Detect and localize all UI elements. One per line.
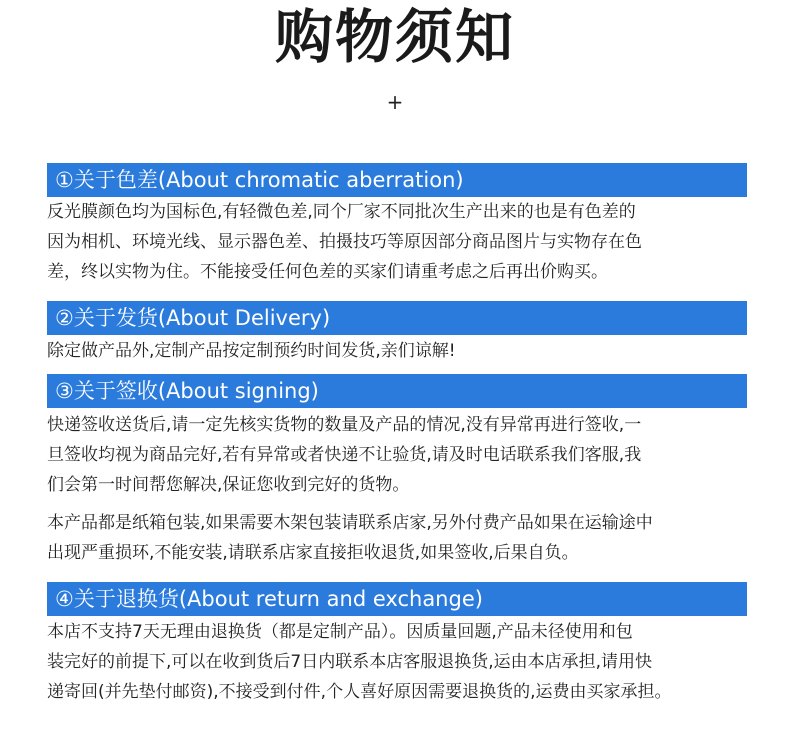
paragraph-line: 们会第一时间帮您解决,保证您收到完好的货物。 (47, 475, 410, 495)
section-heading-signing (47, 374, 747, 408)
section-heading-text: ②关于发货(About Delivery) (55, 306, 331, 330)
paragraph-line: 因为相机、环境光线、显示器色差、拍摄技巧等原因部分商品图片与实物存在色 (47, 232, 642, 252)
section-heading-text: ①关于色差(About chromatic aberration) (55, 168, 464, 192)
section-paragraph (47, 336, 747, 366)
paragraph-line: 装完好的前提下,可以在收到货后7日内联系本店客服退换货,运由本店承担,请用快 (47, 652, 653, 672)
section-paragraph (47, 410, 747, 500)
section-paragraph (47, 617, 747, 707)
section-heading-delivery (47, 301, 747, 335)
paragraph-line: 快递签收送货后,请一定先核实货物的数量及产品的情况,没有异常再进行签收,一 (47, 415, 642, 435)
paragraph-line: 旦签收均视为商品完好,若有异常或者快递不让验货,请及时电话联系我们客服,我 (47, 445, 642, 465)
section-heading-text: ④关于退换货(About return and exchange) (55, 587, 483, 611)
paragraph-line: 除定做产品外,定制产品按定制预约时间发货,亲们谅解! (47, 341, 456, 361)
section-paragraph (47, 197, 747, 287)
paragraph-line: 本店不支持7天无理由退换货（都是定制产品）。因质量回题,产品未径使用和包 (47, 622, 633, 642)
paragraph-line: 递寄回(并先垫付邮资),不接受到付件,个人喜好原因需要退换货的,运费由买家承担。 (47, 682, 672, 702)
paragraph-line: 出现严重损环,不能安装,请联系店家直接拒收退货,如果签收,后果自负。 (47, 543, 579, 563)
section-heading-return-exchange (47, 582, 747, 616)
paragraph-line: 差，终以实物为住。不能接受任何色差的买家们请重考虑之后再出价购买。 (47, 262, 608, 282)
plus-icon: + (386, 90, 404, 114)
section-paragraph (47, 508, 747, 568)
page-title: 购物须知 (274, 3, 515, 71)
paragraph-line: 本产品都是纸箱包装,如果需要木架包装请联系店家,另外付费产品如果在运输途中 (47, 513, 653, 533)
paragraph-line: 反光膜颜色均为国标色,有轻微色差,同个厂家不同批次生产出来的也是有色差的 (47, 202, 636, 222)
section-heading-chromatic-aberration (47, 163, 747, 197)
section-heading-text: ③关于签收(About signing) (55, 379, 319, 403)
